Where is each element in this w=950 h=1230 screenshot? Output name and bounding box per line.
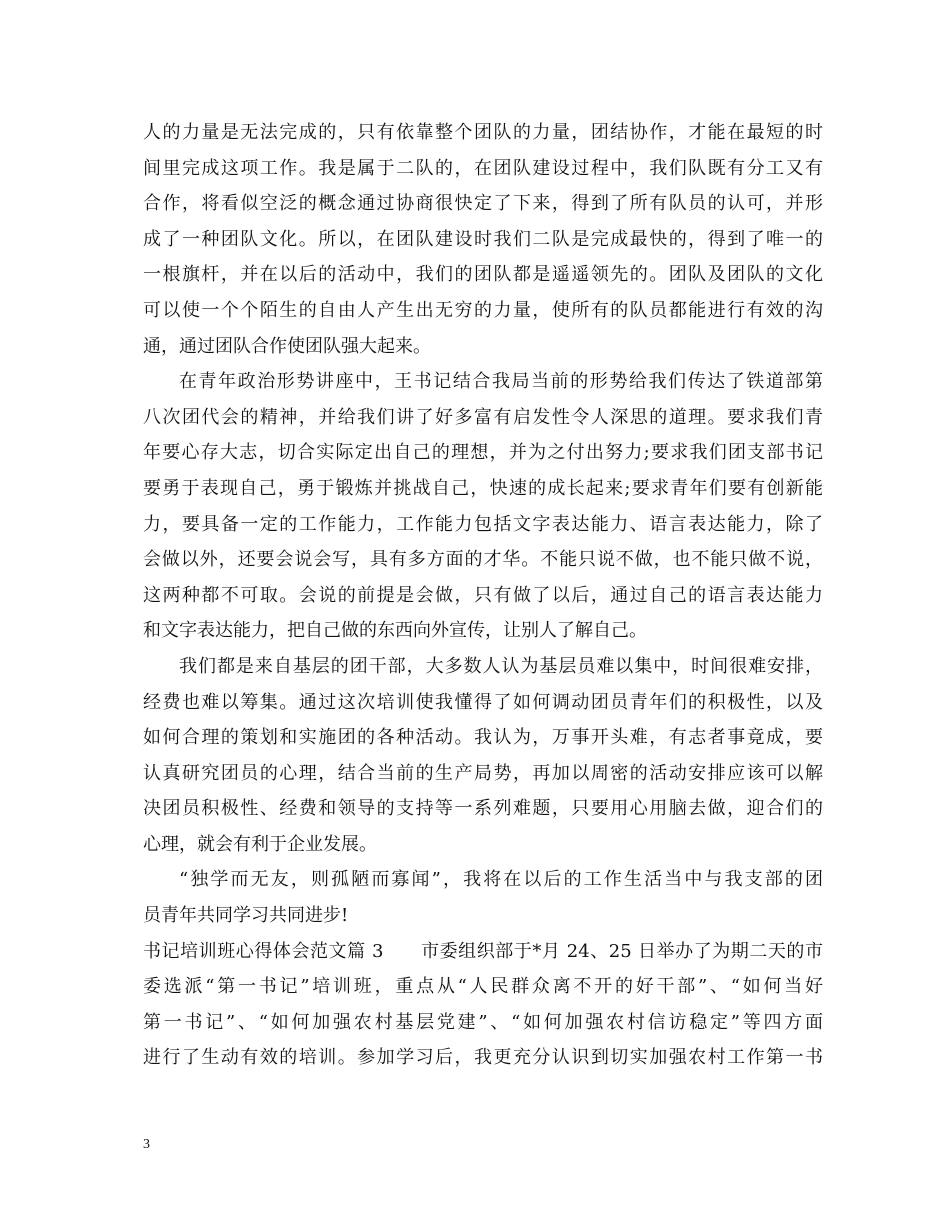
text-line: 力，要具备一定的工作能力，工作能力包括文字表达能力、语言表达能力，除了 [143, 513, 823, 535]
text-line: 进行了生动有效的培训。参加学习后，我更充分认识到切实加强农村工作第一书 [143, 1047, 823, 1069]
text-line: 会做以外，还要会说会写，具有多方面的才华。不能只说不做，也不能只做不说， [143, 549, 823, 571]
text-line: 第一书记”、“如何加强农村基层党建”、“如何加强农村信访稳定”等四方面 [143, 1011, 823, 1033]
text-line: 如何合理的策划和实施团的各种活动。我认为，万事开头难，有志者事竟成，要 [143, 727, 823, 749]
paragraph-5 [143, 934, 823, 1076]
paragraph-4 [143, 862, 823, 933]
text-line: 在青年政治形势讲座中，王书记结合我局当前的形势给我们传达了铁道部第 [179, 371, 823, 393]
text-line: 决团员积极性、经费和领导的支持等一系列难题，只要用心用脑去做，迎合们的 [143, 798, 823, 820]
text-line: 委选派“第一书记”培训班，重点从“人民群众离不开的好干部”、“如何当好 [143, 976, 823, 998]
document-body [143, 115, 823, 1076]
paragraph-1 [143, 115, 823, 364]
text-line: 心理，就会有利于企业发展。 [143, 833, 377, 855]
text-line: 合作，将看似空泛的概念通过协商很快定了下来，得到了所有队员的认可，并形 [143, 193, 823, 215]
text-line: 间里完成这项工作。我是属于二队的，在团队建设过程中，我们队既有分工又有 [143, 157, 823, 179]
page-number: 3 [143, 1137, 150, 1152]
text-line: 年要心存大志，切合实际定出自己的理想，并为之付出努力;要求我们团支部书记 [143, 442, 823, 464]
text-line: 认真研究团员的心理，结合当前的生产局势，再加以周密的活动安排应该可以解 [143, 762, 823, 784]
paragraph-2 [143, 364, 823, 649]
text-line: 这两种都不可取。会说的前提是会做，只有做了以后，通过自己的语言表达能力 [143, 584, 823, 606]
text-line: 人的力量是无法完成的，只有依靠整个团队的力量，团结协作，才能在最短的时 [143, 122, 823, 143]
text-line: 和文字表达能力，把自己做的东西向外宣传，让别人了解自己。 [143, 620, 647, 642]
text-line: 成了一种团队文化。所以，在团队建设时我们二队是完成最快的，得到了唯一的 [143, 228, 823, 250]
text-line: 要勇于表现自己，勇于锻炼并挑战自己，快速的成长起来;要求青年们要有创新能 [143, 477, 823, 499]
text-line: 八次团代会的精神，并给我们讲了好多富有启发性令人深思的道理。要求我们青 [143, 406, 823, 428]
paragraph-3 [143, 649, 823, 863]
text-line: 员青年共同学习共同进步! [143, 905, 349, 927]
text-line: 通，通过团队合作使团队强大起来。 [143, 335, 431, 357]
text-line: 书记培训班心得体会范文篇 3 市委组织部于*月 24、25 日举办了为期二天的市 [143, 940, 823, 962]
text-line: “独学而无友，则孤陋而寡闻”，我将在以后的工作生活当中与我支部的团 [179, 869, 823, 891]
text-line: 我们都是来自基层的团干部，大多数人认为基层员难以集中，时间很难安排， [179, 655, 823, 677]
text-line: 经费也难以筹集。通过这次培训使我懂得了如何调动团员青年们的积极性，以及 [143, 691, 823, 713]
text-line: 可以使一个个陌生的自由人产生出无穷的力量，使所有的队员都能进行有效的沟 [143, 299, 823, 321]
text-line: 一根旗杆，并在以后的活动中，我们的团队都是遥遥领先的。团队及团队的文化 [143, 264, 823, 286]
